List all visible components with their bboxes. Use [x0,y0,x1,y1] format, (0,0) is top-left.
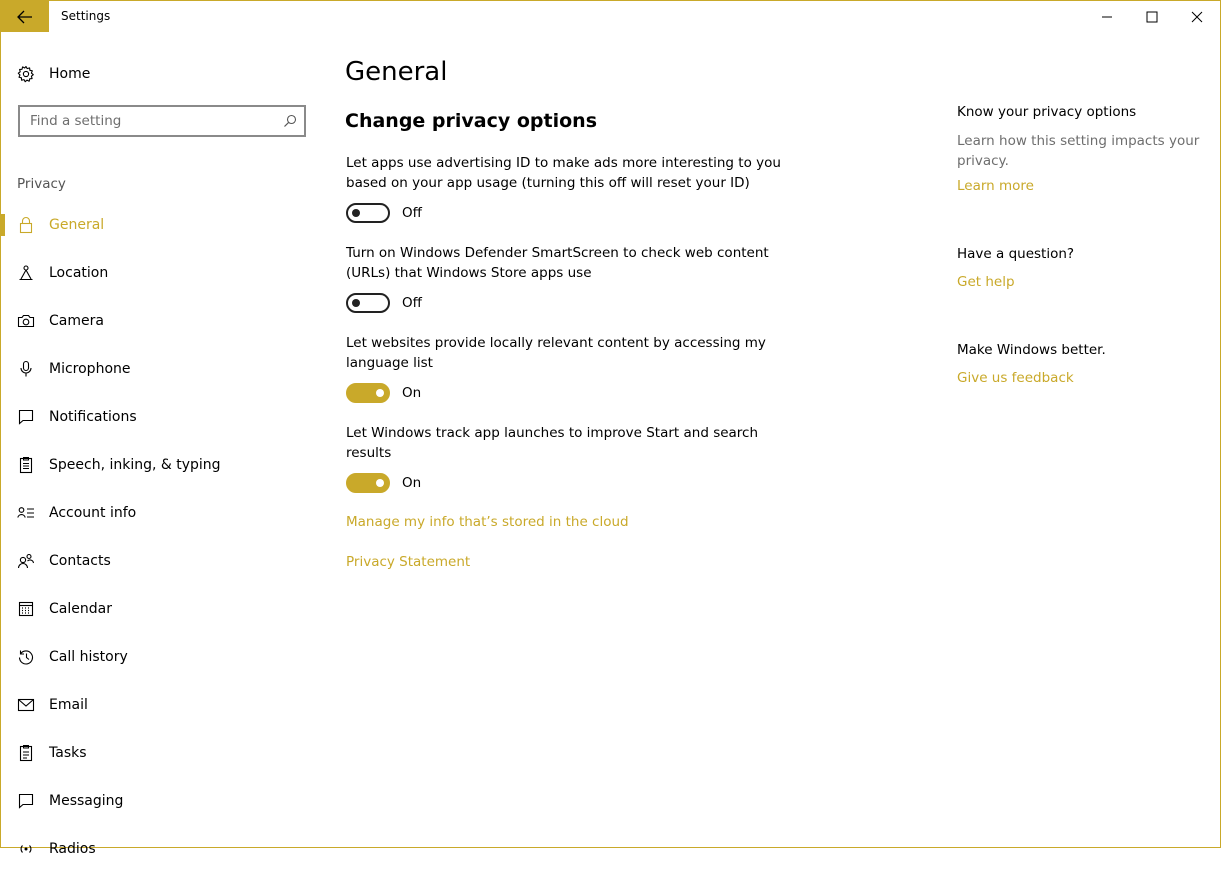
sidebar-item-label: Call history [49,649,128,665]
sidebar-item-general[interactable] [1,201,321,249]
toggle-knob [376,389,384,397]
section-title: Change privacy options [345,110,598,132]
know-privacy-heading: Know your privacy options [957,104,1137,120]
know-privacy-text: Learn how this setting impacts your privacy. [957,133,1200,169]
sidebar-item-call-history[interactable] [1,633,321,681]
sidebar-item-speech[interactable] [1,441,321,489]
sidebar-item-microphone[interactable] [1,345,321,393]
toggle-row [346,203,786,223]
close-icon [1191,11,1203,23]
setting-advertising-id [346,153,786,223]
calendar-icon [17,600,35,618]
sidebar-item-radios[interactable] [1,825,321,873]
setting-language-list [346,333,786,403]
sidebar-item-location[interactable] [1,249,321,297]
clipboard-icon [17,456,35,474]
gear-icon [17,65,35,83]
sidebar-item-camera[interactable] [1,297,321,345]
radio-icon [17,840,35,858]
sidebar-item-calendar[interactable] [1,585,321,633]
sidebar-item-label: Calendar [49,601,112,617]
page-title: General [345,57,448,87]
toggle-row [346,383,786,403]
history-icon [17,648,35,666]
sidebar-item-label: Microphone [49,361,131,377]
toggle-row [346,293,786,313]
sidebar-item-label: Location [49,265,109,281]
location-icon [17,264,35,282]
question-heading: Have a question? [957,246,1075,262]
sidebar-item-label: Email [49,697,88,713]
sidebar-item-label: Notifications [49,409,137,425]
toggle-state: On [402,385,422,401]
notifications-icon [17,408,35,426]
home-link[interactable] [17,62,90,86]
camera-icon [17,312,35,330]
sidebar-item-notifications[interactable] [1,393,321,441]
setting-smartscreen [346,243,786,313]
language-list-toggle[interactable] [346,383,390,403]
app-launches-toggle[interactable] [346,473,390,493]
sidebar [1,32,321,857]
smartscreen-toggle[interactable] [346,293,390,313]
manage-cloud-info-link[interactable]: Manage my info that’s stored in the cloud [346,514,629,530]
back-arrow-icon [17,10,33,24]
close-button[interactable] [1174,1,1220,32]
window-title: Settings [61,9,111,23]
account-info-icon [17,504,35,522]
setting-description: Let apps use advertising ID to make ads more interesting to you based on your app usage (turning this off will reset your ID) [346,155,781,191]
sidebar-item-label: Messaging [49,793,124,809]
toggle-state: Off [402,295,422,311]
feedback-heading: Make Windows better. [957,342,1106,358]
sidebar-item-contacts[interactable] [1,537,321,585]
privacy-statement-link[interactable]: Privacy Statement [346,554,471,570]
sidebar-item-messaging[interactable] [1,777,321,825]
setting-description: Let Windows track app launches to improve Start and search results [346,425,759,461]
get-help-link[interactable]: Get help [957,274,1015,290]
setting-app-launches [346,423,786,493]
toggle-state: On [402,475,422,491]
sidebar-item-account-info[interactable] [1,489,321,537]
search-input[interactable] [30,113,270,129]
toggle-knob [352,209,360,217]
sidebar-item-tasks[interactable] [1,729,321,777]
nav-list [1,201,321,873]
sidebar-item-label: General [49,217,105,233]
sidebar-item-label: Contacts [49,553,111,569]
setting-description: Let websites provide locally relevant content by accessing my language list [346,335,766,371]
toggle-state: Off [402,205,422,221]
nav-section-privacy: Privacy [17,176,66,192]
maximize-icon [1146,11,1158,23]
contacts-icon [17,552,35,570]
sidebar-item-email[interactable] [1,681,321,729]
messaging-icon [17,792,35,810]
tasks-icon [17,744,35,762]
give-feedback-link[interactable]: Give us feedback [957,370,1074,386]
advertising-id-toggle[interactable] [346,203,390,223]
toggle-knob [376,479,384,487]
sidebar-item-label: Camera [49,313,104,329]
maximize-button[interactable] [1129,1,1175,32]
email-icon [17,696,35,714]
microphone-icon [17,360,35,378]
search-icon[interactable] [282,113,298,129]
sidebar-item-label: Speech, inking, & typing [49,457,221,473]
sidebar-item-label: Account info [49,505,137,521]
minimize-button[interactable] [1084,1,1130,32]
back-button[interactable] [1,1,49,32]
learn-more-link[interactable]: Learn more [957,178,1034,194]
sidebar-item-label: Radios [49,841,96,857]
setting-description: Turn on Windows Defender SmartScreen to check web content (URLs) that Windows Store apps use [346,245,769,281]
lock-icon [17,216,35,234]
search-box [18,105,306,137]
toggle-knob [352,299,360,307]
home-label: Home [49,66,91,82]
toggle-row [346,473,786,493]
sidebar-item-label: Tasks [49,745,87,761]
minimize-icon [1101,11,1113,23]
title-bar [1,1,1220,32]
